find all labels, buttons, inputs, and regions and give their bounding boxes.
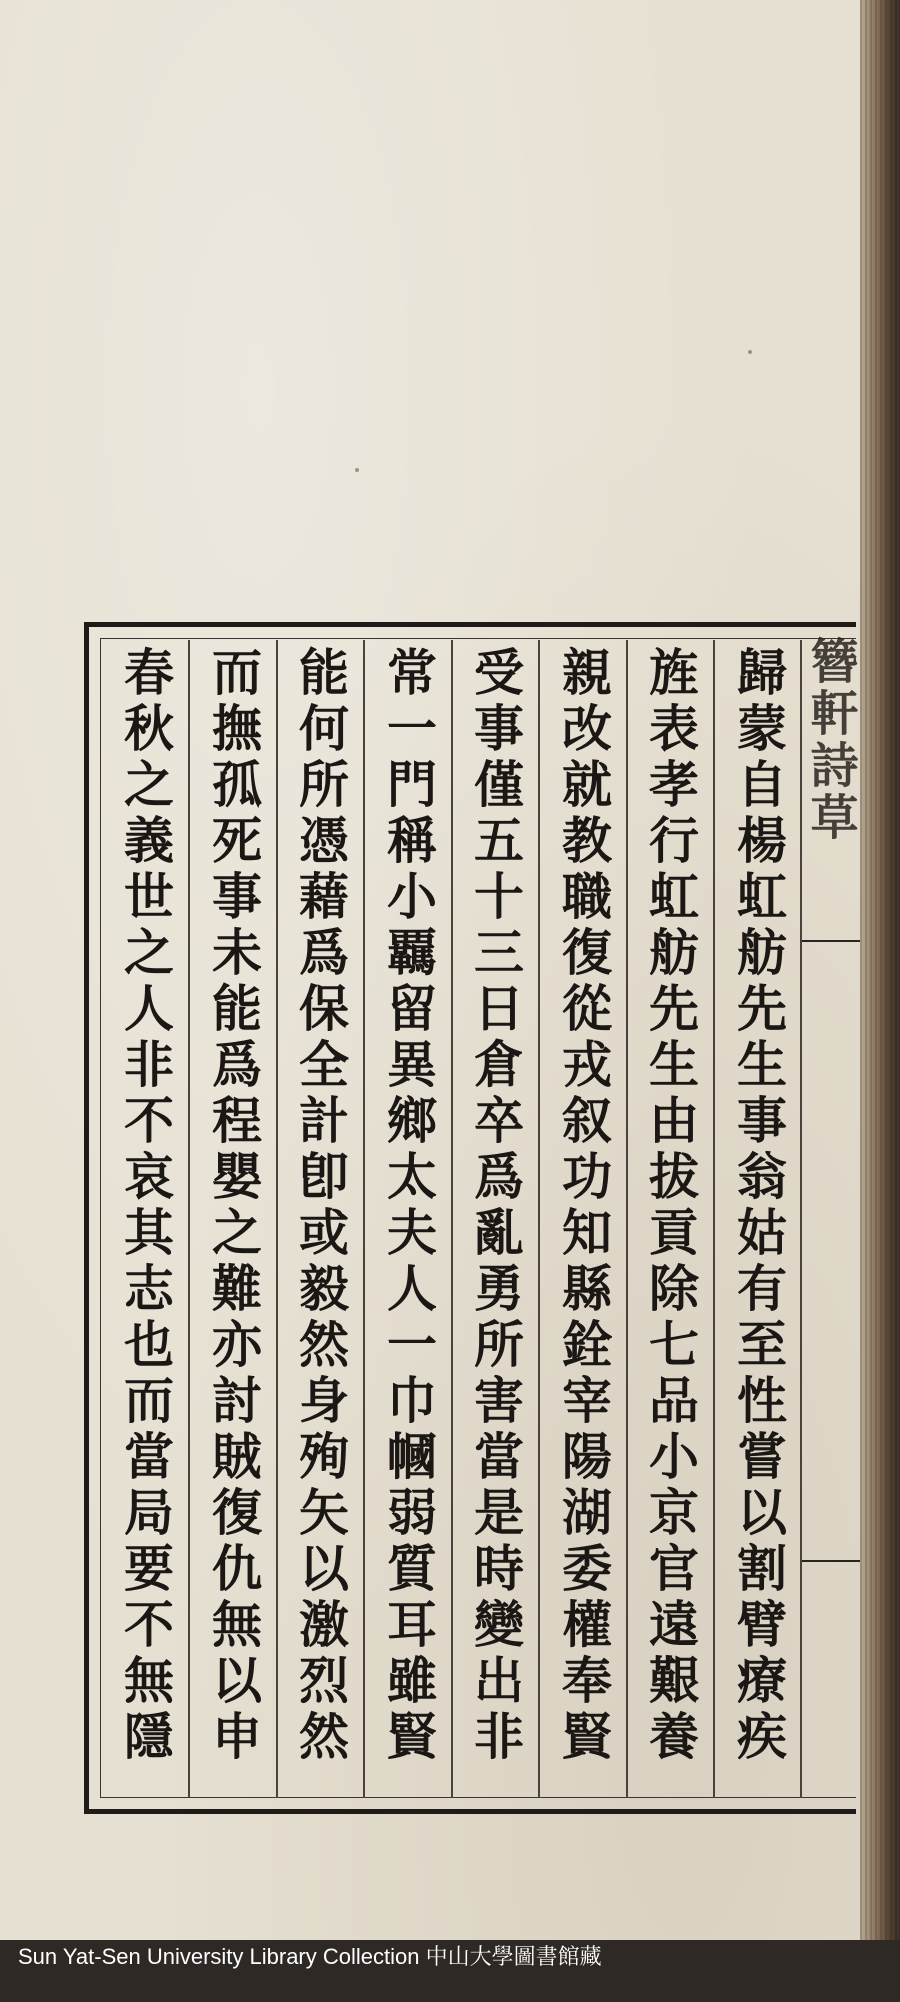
band-rule [802, 940, 860, 942]
column-rule [538, 640, 540, 1798]
column-rule [363, 640, 365, 1798]
column-rule [713, 640, 715, 1798]
text-column-3: 親改就教職復從戎叙功知縣銓宰陽湖委權奉賢 [554, 646, 613, 1766]
library-credit: Sun Yat-Sen University Library Collection 中山大學圖書館藏 [18, 1944, 602, 1969]
text-column-6: 能何所憑藉爲保全計卽或毅然身殉矢以激烈然 [291, 646, 350, 1766]
page-edge-binding [860, 0, 900, 1940]
column-rule [451, 640, 453, 1798]
paper-speck [748, 350, 752, 354]
column-rule [626, 640, 628, 1798]
text-column-2: 旌表孝行虹舫先生由拔貢除七品小京官遠艱養 [641, 646, 700, 1766]
text-column-7: 而撫孤死事未能爲程嬰之難亦討賊復仇無以申 [204, 646, 263, 1766]
text-column-4: 受事僅五十三日倉卒爲亂勇所害當是時變出非 [466, 646, 525, 1766]
paper-speck [355, 468, 359, 472]
column-rule [276, 640, 278, 1798]
band-rule [802, 1560, 860, 1562]
text-column-1: 歸蒙自楊虹舫先生事翁姑有至性嘗以割臂療疾 [729, 646, 788, 1766]
running-title: 簪軒詩草 [802, 636, 858, 844]
column-rule [188, 640, 190, 1798]
text-column-5: 常一門稱小覊留異鄉太夫人一巾幗弱質耳雖賢 [379, 646, 438, 1766]
center-band [798, 630, 860, 1805]
text-column-8: 春秋之義世之人非不哀其志也而當局要不無隱 [116, 646, 175, 1766]
